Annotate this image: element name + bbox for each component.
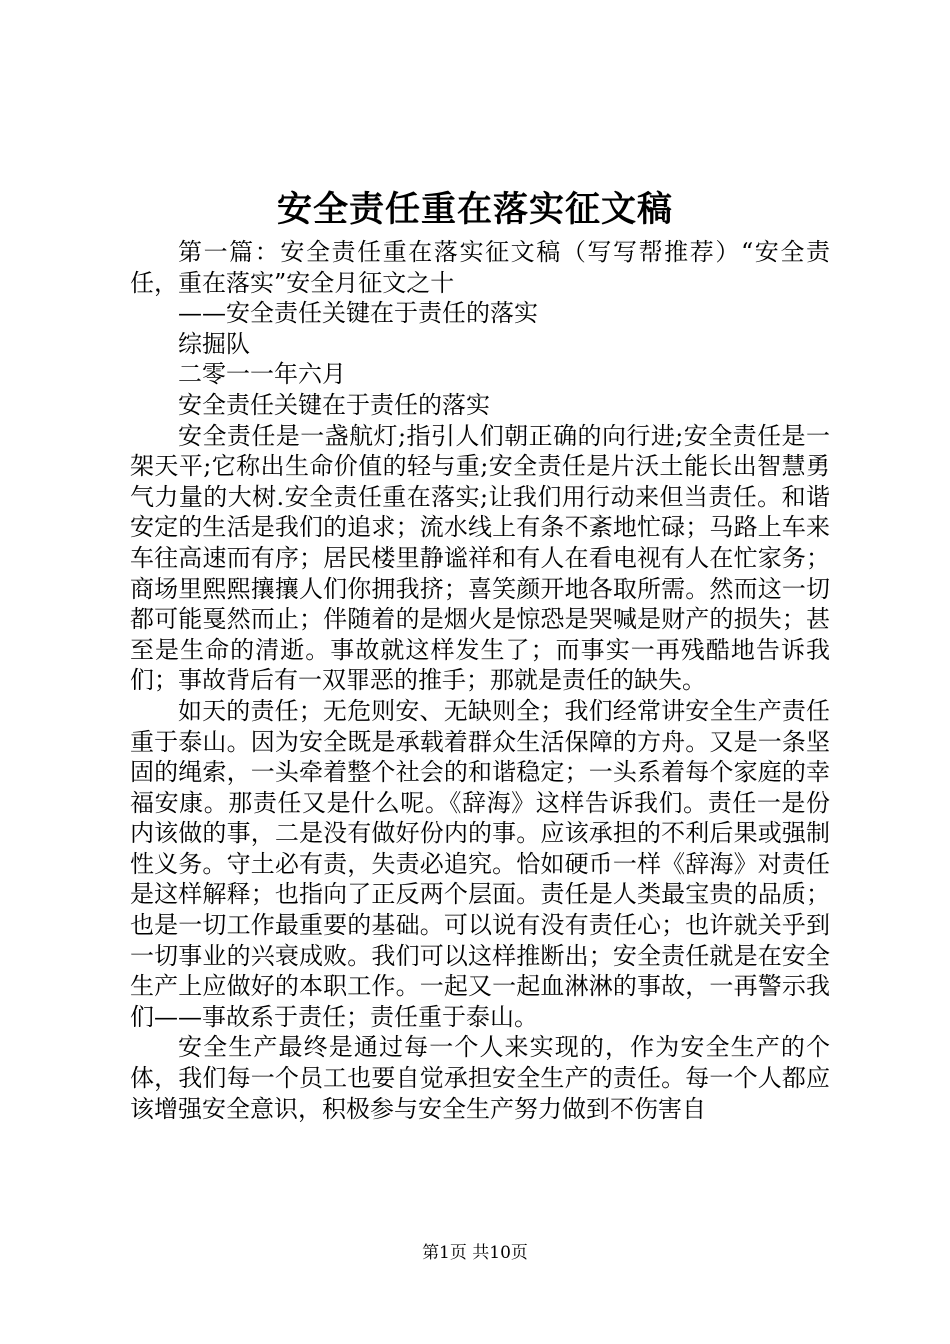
- paragraph-2: ——安全责任关键在于责任的落实: [178, 299, 538, 328]
- document-title: 安全责任重在落实征文稿: [276, 189, 673, 230]
- page-footer: 第1页 共10页: [422, 1243, 528, 1263]
- paragraph-3: 综掘队: [178, 329, 250, 358]
- paragraph-7: 如天的责任；无危则安、无缺则全；我们经常讲安全生产责任重于泰山。因为安全既是承载着群众生活保障的方舟。又是一条坚固的绳索，一头牵着整个社会的和谐稳定；一头系着每个家庭的幸福安康。那责任又是什么呢。《辞海》这样告诉我们。责任一是份内该做的事，二是没有做好份内的事。应该承担的不利后果或强制性义务。守土必有责，失责必追究。恰如硬币一样《辞海》对责任是这样解释；也指向了正反两个层面。责任是人类最宝贵的品质；也是一切工作最重要的基础。可以说有没有责任心；也许就关乎到一切事业的兴衰成败。我们可以这样推断出；安全责任就是在安全生产上应做好的本职工作。一起又一起血淋淋的事故，一再警示我们——事故系于责任；责任重于泰山。: [130, 696, 830, 1031]
- paragraph-1: 第一篇：安全责任重在落实征文稿（写写帮推荐）“安全责任，重在落实”安全月征文之十: [130, 238, 830, 297]
- paragraph-4: 二零一一年六月: [178, 360, 346, 389]
- paragraph-6: 安全责任是一盏航灯;指引人们朝正确的向行进;安全责任是一架天平;它称出生命价值的轻与重;安全责任是片沃土能长出智慧勇气力量的大树.安全责任重在落实;让我们用行动来但当责任。和谐安定的生活是我们的追求；流水线上有条不紊地忙碌；马路上车来车往高速而有序；居民楼里静谧祥和有人在看电视有人在忙家务；商场里熙熙攘攘人们你拥我挤；喜笑颜开地各取所需。然而这一切都可能戛然而止；伴随着的是烟火是惊恐是哭喊是财产的损失；甚至是生命的清逝。事故就这样发生了；而事实一再残酷地告诉我们；事故背后有一双罪恶的推手；那就是责任的缺失。: [130, 421, 830, 695]
- document-body: [130, 237, 830, 1124]
- paragraph-5: 安全责任关键在于责任的落实: [178, 390, 490, 419]
- paragraph-8: 安全生产最终是通过每一个人来实现的，作为安全生产的个体，我们每一个员工也要自觉承担安全生产的责任。每一个人都应该增强安全意识，积极参与安全生产努力做到不伤害自: [130, 1033, 830, 1123]
